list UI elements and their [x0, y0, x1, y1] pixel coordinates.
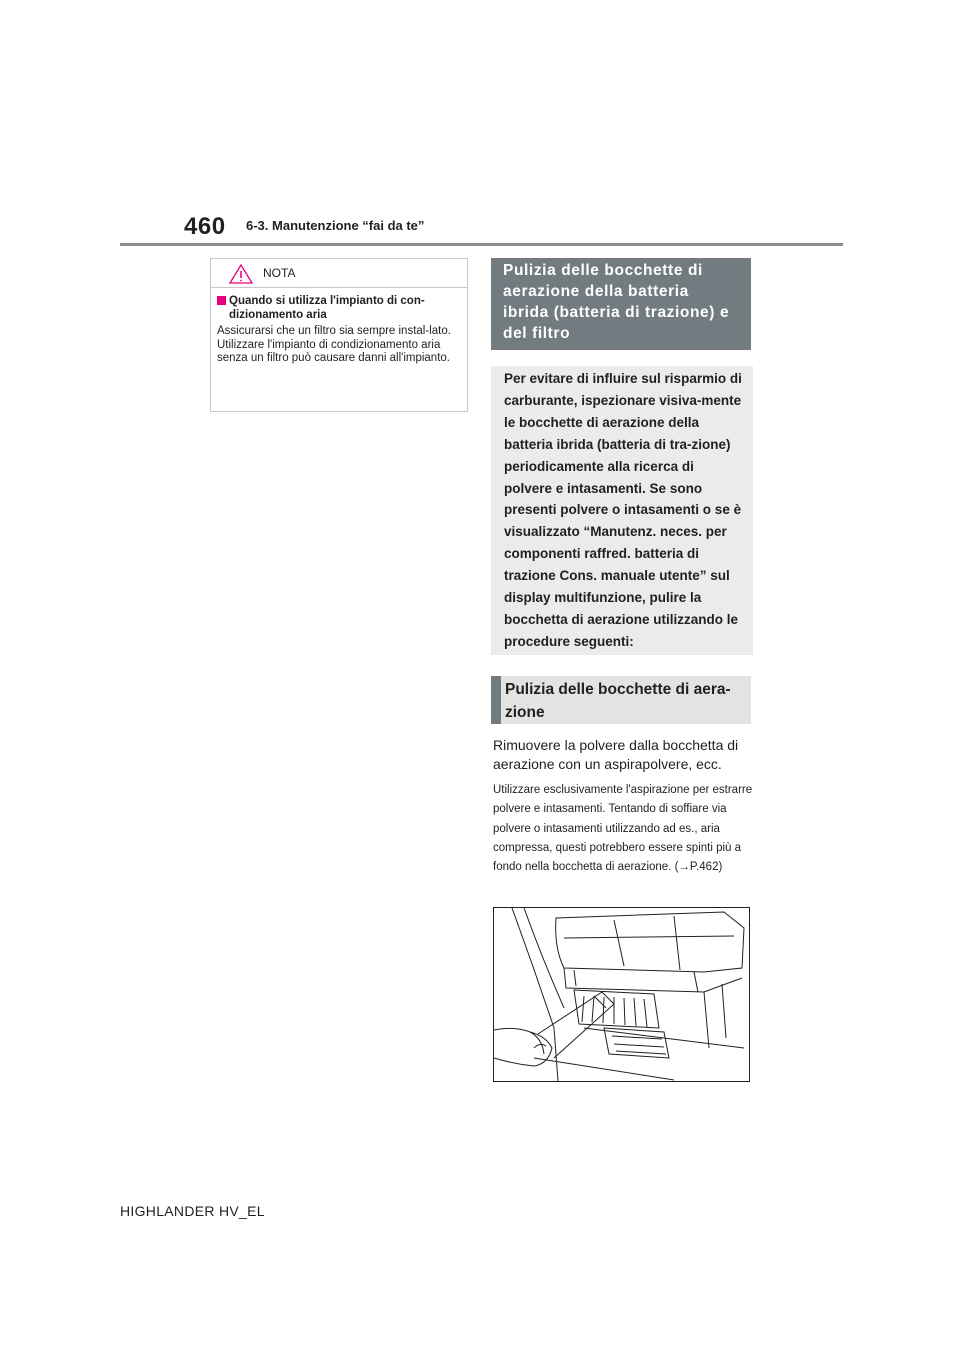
model-code: HIGHLANDER HV_EL — [120, 1203, 265, 1219]
page-reference: P.462) — [689, 861, 723, 874]
header-rule — [120, 243, 843, 246]
detail-text — [493, 781, 755, 877]
arrow-icon: → — [678, 861, 690, 874]
note-item — [217, 294, 461, 322]
note-label: NOTA — [263, 266, 296, 280]
subheading: Pulizia delle bocchette di aera-zione — [491, 676, 751, 724]
note-header — [211, 259, 467, 288]
intro-text: Per evitare di influire sul risparmio di carburante, ispezionare visiva-mente le bocchette di aerazione della batteria ibrida (batteria di tra-zione) periodicamente alla ricerca di polvere e intasamenti. Se sono presenti polvere o intasamenti o se è visualizzato “Manutenz. neces. per componenti raffred. batteria di trazione Cons. manuale utente” sul display multifunzione, pulire la bocchetta di aerazione utilizzando le procedure seguenti: — [491, 366, 753, 655]
instruction-text: Rimuovere la polvere dalla bocchetta di aerazione con un aspirapolvere, ecc. — [493, 737, 739, 772]
note-box — [210, 258, 468, 412]
bullet-square-icon — [217, 296, 226, 305]
note-item-title: Quando si utilizza l'impianto di con-dizionamento aria — [229, 295, 425, 321]
main-heading: Pulizia delle bocchette di aerazione della batteria ibrida (batteria di trazione) e del filtro — [491, 258, 751, 350]
vacuum-illustration — [493, 907, 750, 1082]
page-number: 460 — [184, 213, 226, 240]
detail-body: Utilizzare esclusivamente l'aspirazione per estrarre polvere e intasamenti. Tentando di soffiare via polvere o intasamenti utilizzando ad es., aria compressa, questi potrebbero essere spinti più a fondo nella bocchetta di aerazione. ( — [493, 784, 753, 874]
note-body: Assicurarsi che un filtro sia sempre instal-lato. Utilizzare l'impianto di condizionamento aria senza un filtro può causare danni all'impianto. — [217, 325, 451, 364]
section-title: 6-3. Manutenzione “fai da te” — [246, 218, 425, 233]
warning-triangle-icon — [229, 264, 253, 284]
